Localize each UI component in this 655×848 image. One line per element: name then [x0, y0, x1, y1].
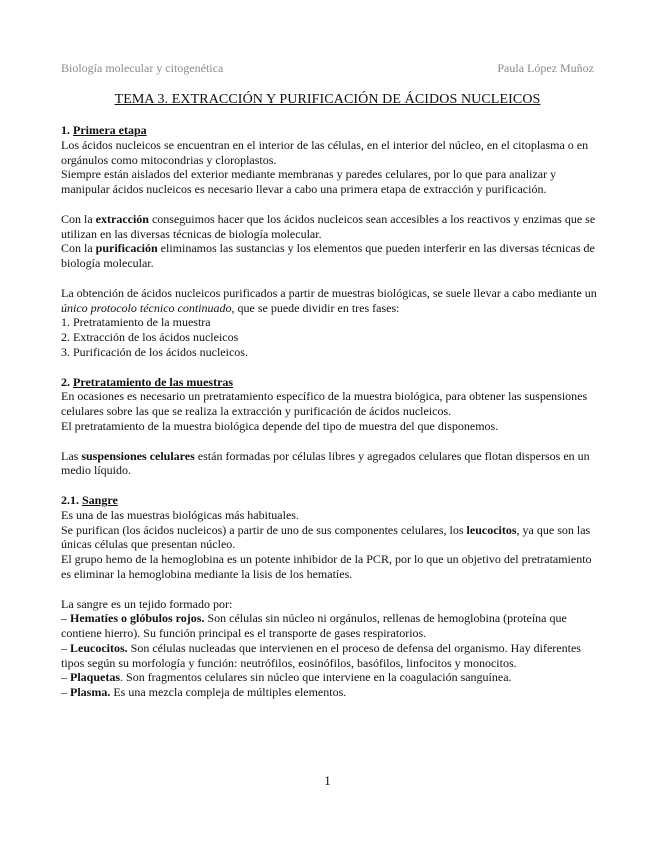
paragraph: La sangre es un tejido formado por: — [61, 596, 233, 611]
section-heading: 2. Pretratamiento de las muestras — [61, 374, 234, 389]
section-heading: 2.1. Sangre — [61, 492, 118, 507]
paragraph: Los ácidos nucleicos se encuentran en el interior de las células, en el interior del núcleo, en el citoplasma o en orgánulos como mitocondrias y cloroplastos. — [61, 137, 589, 167]
list-item: 1. Pretratamiento de la muestra — [61, 315, 211, 330]
list-item: – Leucocitos. Son células nucleadas que intervienen en el proceso de defensa del organismo. Hay diferentes tipos según su morfología y función: neutrófilos, eosinófilos, basófilos, linfocitos y monocitos. — [61, 640, 581, 670]
list-item: 3. Purificación de los ácidos nucleicos. — [61, 344, 248, 359]
section-heading: 1. Primera etapa — [61, 123, 147, 137]
list-item: – Plasma. Es una mezcla compleja de múltiples elementos. — [61, 685, 347, 700]
page-title: TEMA 3. EXTRACCIÓN Y PURIFICACIÓN DE ÁCIDOS NUCLEICOS — [114, 92, 541, 107]
paragraph: Las suspensiones celulares están formadas por células libres y agregados celulares que flotan dispersos en un medio líquido. — [61, 448, 590, 478]
paragraph: Es una de las muestras biológicas más habituales. — [61, 507, 299, 522]
paragraph: Siempre están aislados del exterior mediante membranas y paredes celulares, por lo que para analizar y manipular ácidos nucleicos es necesario llevar a cabo una primera etapa de extracción y purificación. — [61, 167, 557, 197]
list-item: 2. Extracción de los ácidos nucleicos — [61, 330, 239, 345]
list-item: – Plaquetas. Son fragmentos celulares sin núcleo que interviene en la coagulación sanguínea. — [61, 670, 512, 685]
paragraph: El grupo hemo de la hemoglobina es un potente inhibidor de la PCR, por lo que un objetivo del pretratamiento es eliminar la hemoglobina mediante la lisis de los hematíes. — [61, 552, 592, 581]
paragraph: La obtención de ácidos nucleicos purificados a partir de muestras biológicas, se suele llevar a cabo mediante un único protocolo técnico continuado, que se puede dividir en tres fases: — [61, 285, 597, 315]
page-header — [61, 61, 594, 76]
document-body — [61, 123, 601, 700]
header-left: Biología molecular y citogenética — [61, 61, 224, 75]
paragraph: Se purifican (los ácidos nucleicos) a partir de uno de sus componentes celulares, los leucocitos, ya que son las únicas células que presentan núcleo. — [61, 522, 591, 552]
paragraph: El pretratamiento de la muestra biológica depende del tipo de muestra del que disponemos. — [61, 418, 499, 433]
paragraph: En ocasiones es necesario un pretratamiento específico de la muestra biológica, para obtener las suspensiones celulares sobre las que se realiza la extracción y purificación de ácidos nucleicos. — [61, 389, 588, 419]
page-number: 1 — [324, 773, 331, 788]
paragraph: Con la extracción conseguimos hacer que los ácidos nucleicos sean accesibles a los reactivos y enzimas que se utilizan en las diversas técnicas de biología molecular. — [61, 211, 596, 241]
list-item: – Hematíes o glóbulos rojos. Son células sin núcleo ni orgánulos, rellenas de hemoglobina (proteína que contiene hierro). Su función principal es el transporte de gases respiratorios. — [61, 611, 567, 641]
paragraph: Con la purificación eliminamos las sustancias y los elementos que pueden interferir en las diversas técnicas de biología molecular. — [61, 241, 595, 271]
header-right: Paula López Muñoz — [497, 61, 594, 75]
